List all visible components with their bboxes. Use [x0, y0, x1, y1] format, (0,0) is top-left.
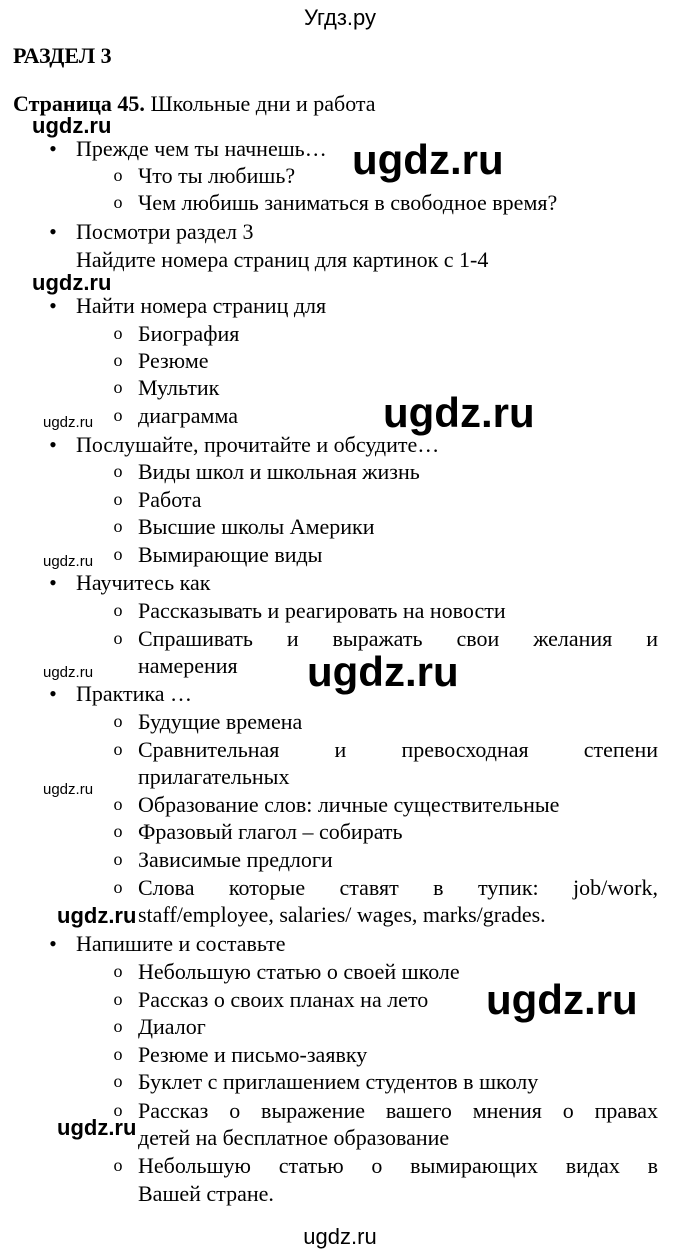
sub-list-item: Фразовый глагол – собирать	[138, 819, 403, 844]
watermark: ugdz.ru	[383, 389, 535, 436]
bullet-marker: •	[49, 219, 57, 244]
watermark: ugdz.ru	[43, 664, 94, 681]
watermark: ugdz.ru	[352, 136, 504, 183]
sub-list-item: Зависимые предлоги	[138, 847, 333, 872]
sub-list-item: Работа	[138, 487, 202, 512]
site-footer[interactable]: ugdz.ru	[303, 1224, 377, 1249]
circle-marker: o	[113, 405, 123, 425]
watermark: ugdz.ru	[43, 553, 94, 570]
circle-marker: o	[113, 544, 123, 564]
list-item: Найти номера страниц для	[76, 293, 327, 318]
sub-list-item: Диалог	[138, 1014, 206, 1039]
bullet-marker: •	[49, 293, 57, 318]
sub-list-item: Сравнительная и превосходная степени	[138, 737, 658, 762]
sub-list-item: Будущие времена	[138, 709, 303, 734]
circle-marker: o	[113, 600, 123, 620]
watermark: ugdz.ru	[486, 976, 638, 1023]
watermark: ugdz.ru	[57, 903, 137, 928]
sub-list-item: Буклет с приглашением студентов в школу	[138, 1069, 539, 1094]
circle-marker: o	[113, 192, 123, 212]
page-topic: Школьные дни и работа	[150, 91, 376, 116]
circle-marker: o	[113, 1071, 123, 1091]
sub-list-item: Резюме и письмо-заявку	[138, 1042, 368, 1067]
sub-list-item-continued: прилагательных	[138, 764, 290, 789]
watermark: ugdz.ru	[43, 781, 94, 798]
watermark: ugdz.ru	[32, 113, 112, 138]
circle-marker: o	[113, 1100, 123, 1120]
sub-list-item-continued: Вашей стране.	[138, 1181, 274, 1206]
list-item: Послушайте, прочитайте и обсудите…	[76, 432, 440, 457]
list-item: Посмотри раздел 3	[76, 219, 254, 244]
sub-list-item: Рассказывать и реагировать на новости	[138, 598, 506, 623]
page-label: Страница 45.	[13, 91, 145, 116]
sub-list-item: Рассказ о своих планах на лето	[138, 987, 429, 1012]
sub-list-item: Рассказ о выражение вашего мнения о правах	[138, 1098, 658, 1123]
bullet-marker: •	[49, 570, 57, 595]
list-item: Напишите и составьте	[76, 931, 286, 956]
circle-marker: o	[113, 489, 123, 509]
list-item: Прежде чем ты начнешь…	[76, 136, 327, 161]
circle-marker: o	[113, 165, 123, 185]
watermark: ugdz.ru	[32, 270, 112, 295]
section-title: РАЗДЕЛ 3	[13, 43, 112, 68]
circle-marker: o	[113, 1044, 123, 1064]
list-item-note: Найдите номера страниц для картинок с 1-4	[76, 247, 489, 272]
circle-marker: o	[113, 350, 123, 370]
circle-marker: o	[113, 794, 123, 814]
site-header[interactable]: Угдз.ру	[303, 5, 377, 30]
sub-list-item: Виды школ и школьная жизнь	[138, 459, 420, 484]
circle-marker: o	[113, 323, 123, 343]
circle-marker: o	[113, 989, 123, 1009]
sub-list-item: Чем любишь заниматься в свободное время?	[138, 190, 558, 215]
circle-marker: o	[113, 849, 123, 869]
circle-marker: o	[113, 628, 123, 648]
circle-marker: o	[113, 516, 123, 536]
circle-marker: o	[113, 739, 123, 759]
circle-marker: o	[113, 711, 123, 731]
sub-list-item: Образование слов: личные существительные	[138, 792, 560, 817]
sub-list-item: Мультик	[138, 375, 220, 400]
bullet-marker: •	[49, 681, 57, 706]
bullet-marker: •	[49, 432, 57, 457]
sub-list-item-continued: staff/employee, salaries/ wages, marks/grades.	[138, 902, 546, 927]
sub-list-item-continued: намерения	[138, 653, 238, 678]
sub-list-item: Биография	[138, 321, 240, 346]
circle-marker: o	[113, 377, 123, 397]
sub-list-item: Что ты любишь?	[138, 163, 296, 188]
watermark: ugdz.ru	[43, 414, 94, 431]
watermark: ugdz.ru	[57, 1115, 137, 1140]
sub-list-item-continued: детей на бесплатное образование	[138, 1125, 450, 1150]
sub-list-item: Спрашивать и выражать свои желания и	[138, 626, 658, 651]
sub-list-item: Слова которые ставят в тупик: job/work,	[138, 875, 658, 900]
sub-list-item: Вымирающие виды	[138, 542, 323, 567]
sub-list-item: Резюме	[138, 348, 209, 373]
bullet-marker: •	[49, 931, 57, 956]
circle-marker: o	[113, 961, 123, 981]
circle-marker: o	[113, 1016, 123, 1036]
sub-list-item: Высшие школы Америки	[138, 514, 375, 539]
bullet-marker: •	[49, 136, 57, 161]
list-item: Практика …	[76, 681, 193, 706]
sub-list-item: Небольшую статью о вымирающих видах в	[138, 1153, 658, 1178]
circle-marker: o	[113, 877, 123, 897]
circle-marker: o	[113, 461, 123, 481]
circle-marker: o	[113, 1155, 123, 1175]
list-item: Научитесь как	[76, 570, 211, 595]
circle-marker: o	[113, 821, 123, 841]
watermark: ugdz.ru	[307, 648, 459, 695]
sub-list-item: Небольшую статью о своей школе	[138, 959, 460, 984]
sub-list-item: диаграмма	[138, 403, 238, 428]
